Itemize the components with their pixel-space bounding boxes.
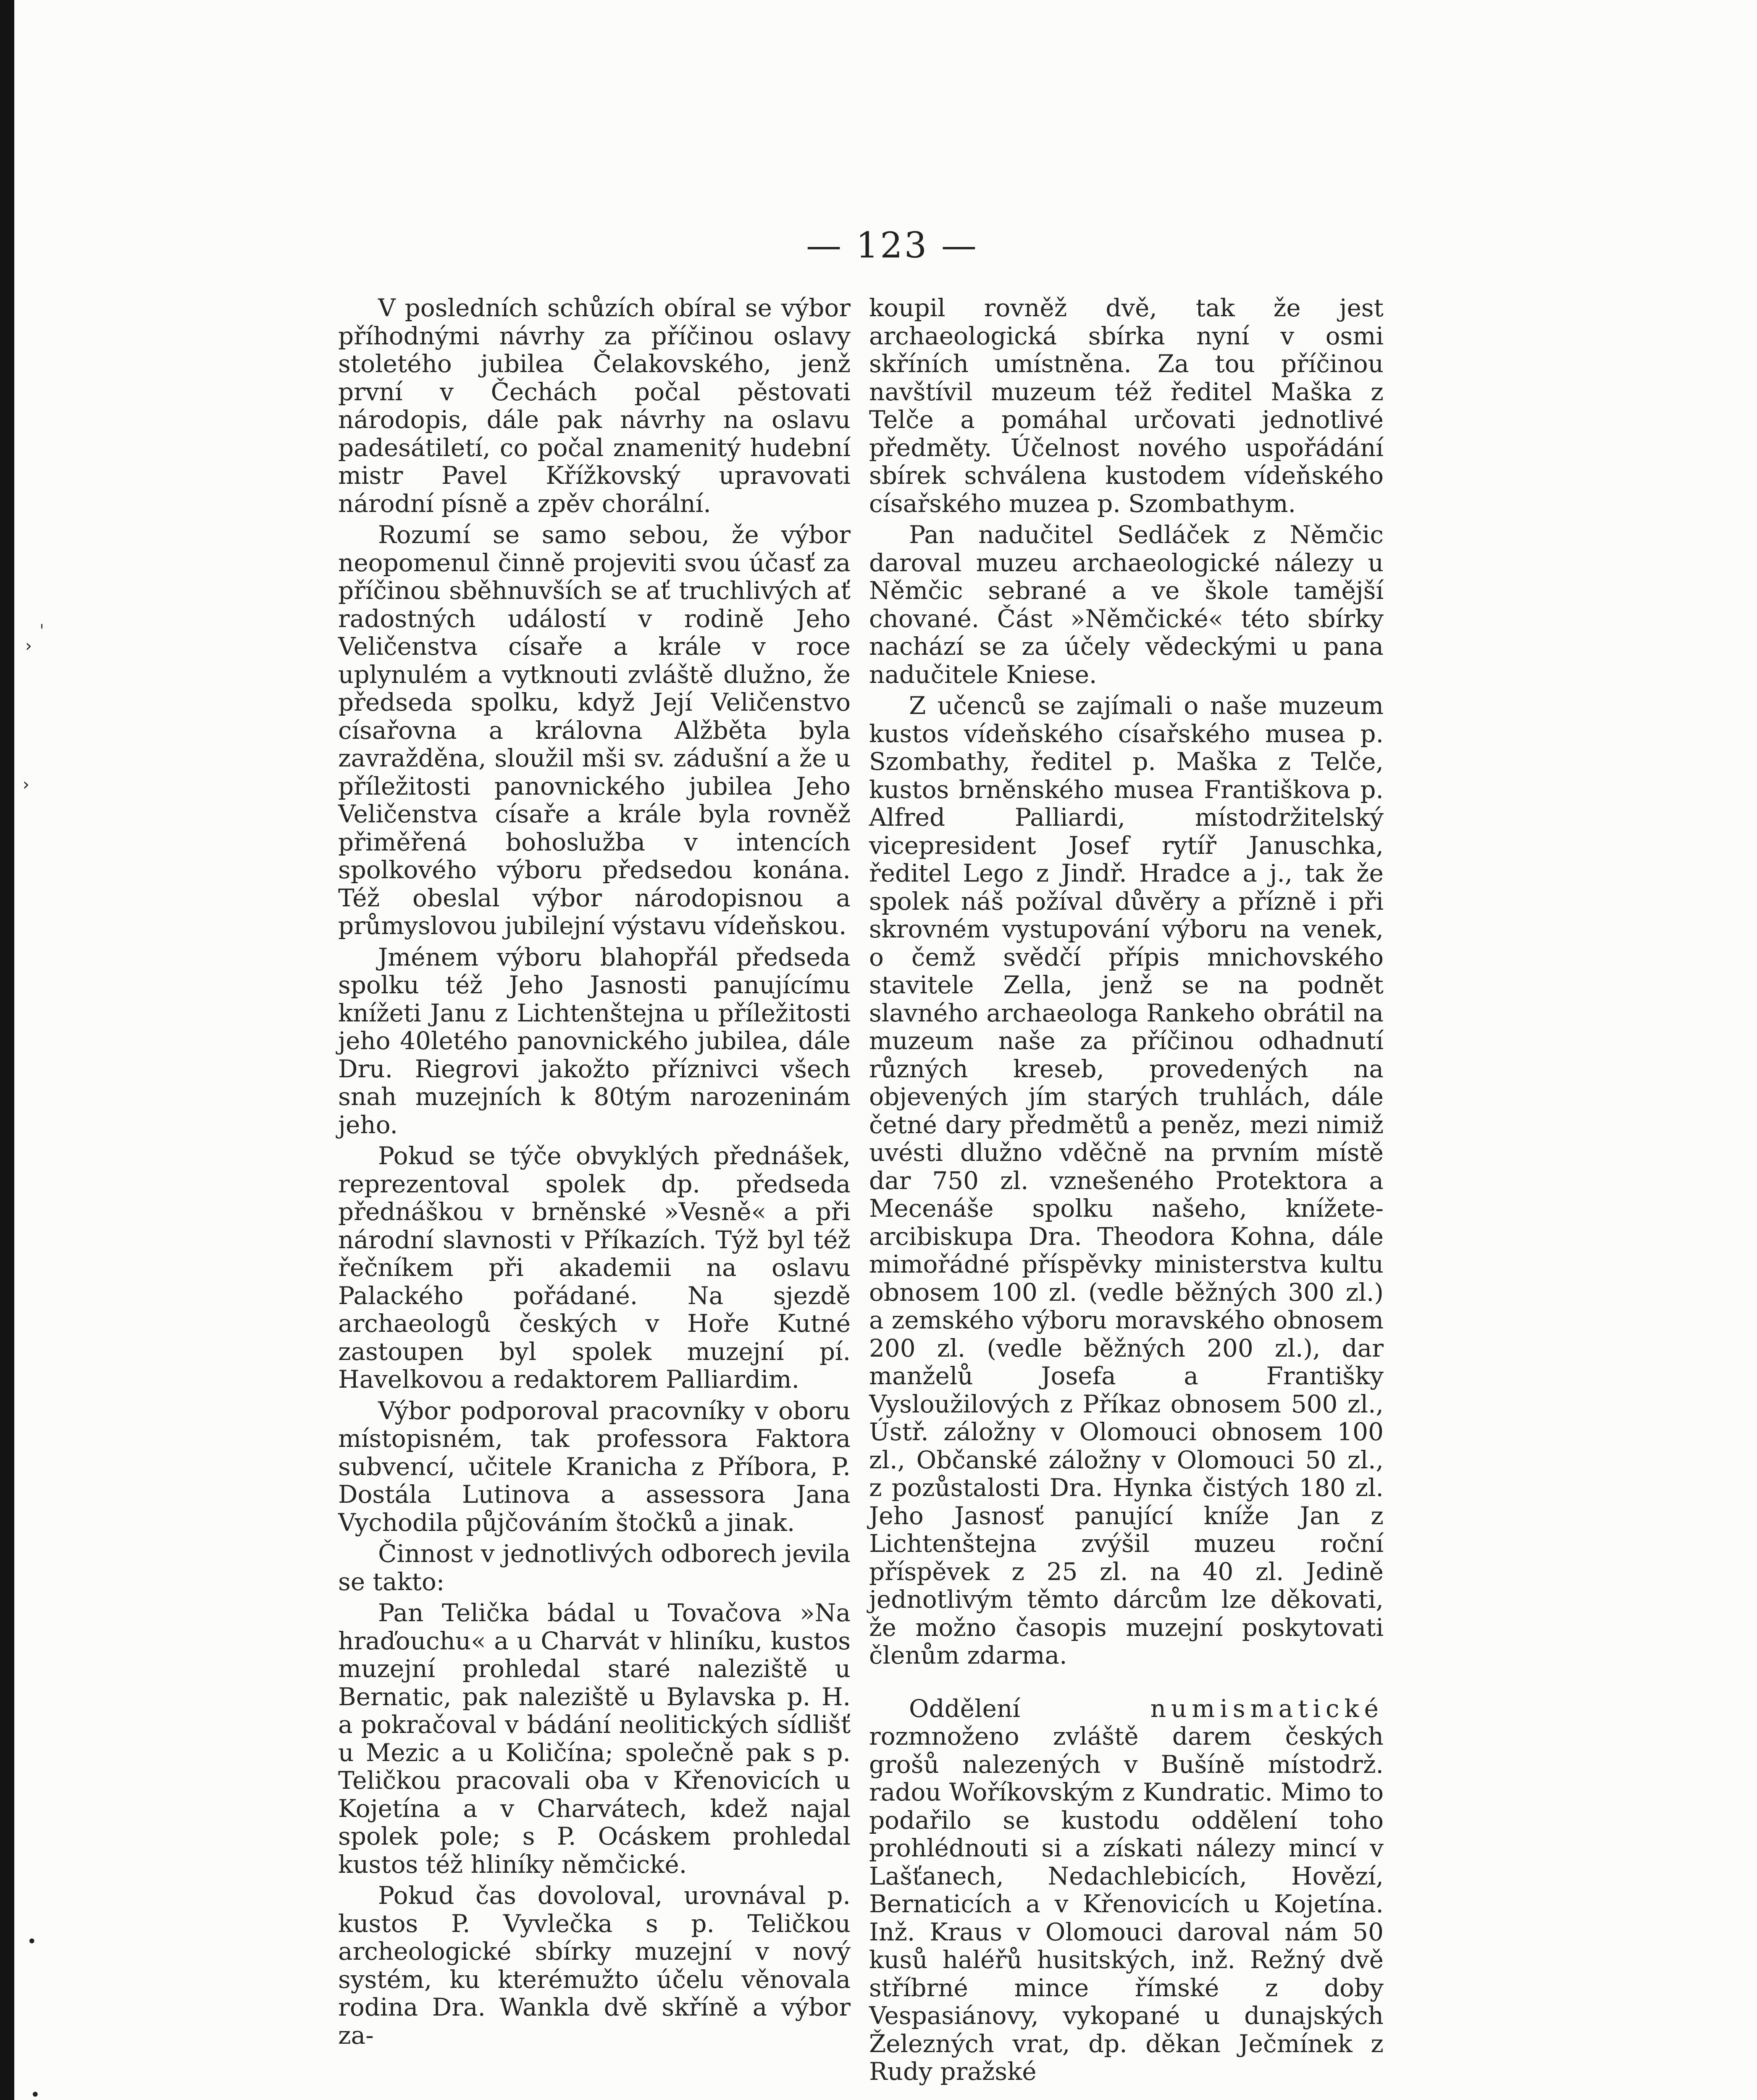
- paragraph-collections: Pokud čas dovoloval, urovnával p. kustos P. Vyvlečka s p. Teličkou archeologické sbírky muzejní v nový systém, ku kterémužto účelu věnovala rodina Dra. Wankla dvě skříně a výbor za-: [338, 1881, 851, 2050]
- paragraph-activity-intro: Činnost v jednotlivých odborech jevila se takto:: [338, 1539, 851, 1596]
- paragraph-sedlacek-gift: Pan nadučitel Sedláček z Němčic daroval muzeu archaeologické nálezy u Němčic sebrané a ve škole tamější chované. Část »Němčické« této sbírky nachází se za účely vědeckými u pana nadučitele Kniese.: [869, 520, 1384, 689]
- numismatic-text: rozmnoženo zvláště darem českých grošů nalezených v Bušíně místodrž. radou Woříkovským z Kundratic. Mimo to podařilo se kustodu oddělení toho prohlédnouti si a získati nálezy mincí v Lašťanech, Nedachlebicích, Hovězí, Bernaticích a v Křenovicích u Kojetína. Inž. Kraus v Olomouci daroval nám 50 kusů haléřů husitských, inž. Režný dvě stříbrné mince římské z doby Vespasiánovy, vykopané u dunajských Železných vrat, dp. děkan Ječmínek z Rudy pražské: [869, 1722, 1384, 2086]
- paragraph-lectures: Pokud se týče obvyklých přednášek, reprezentoval spolek dp. předseda přednáškou v brněnské »Vesně« a při národní slavnosti v Příkazích. Týž byl též řečníkem při akademii na oslavu Palackého pořádané. Na sjezdě archaeologů českých v Hoře Kutné zastoupen byl spolek muzejní pí. Havelkovou a redaktorem Palliardim.: [338, 1142, 851, 1394]
- paragraph-support: Výbor podporoval pracovníky v oboru místopisném, tak professora Faktora subvencí, učitele Kranicha z Příbora, P. Dostála Lutinova a assessora Jana Vychodila půjčováním štočků a jinak.: [338, 1396, 851, 1537]
- right-column: [869, 294, 1384, 2086]
- paragraph-excavations: Pan Telička bádal u Tovačova »Na hraďouchu« a u Charvát v hliníku, kustos muzejní prohledal staré naleziště u Bernatic, pak naleziště u Bylavska p. H. a pokračoval v bádání neolitických sídlišť u Mezic a u Količína; společně pak s p. Teličkou pracovali oba v Křenovicích u Kojetína a v Charvátech, kdež najal spolek pole; s P. Ocáskem prohledal kustos též hliníky němčické.: [338, 1599, 851, 1879]
- paragraph-congratulations: Jménem výboru blahopřál předseda spolku též Jeho Jasnosti panujícímu knížeti Janu z Lichtenštejna u příležitosti jeho 40letého panovnického jubilea, dále Dru. Riegrovi jakožto příznivci všech snah muzejních k 80tým narozeninám jeho.: [338, 942, 851, 1139]
- margin-mark-tick: ˈ: [39, 622, 44, 641]
- left-column: [338, 294, 851, 2049]
- margin-mark-dot: •: [30, 2085, 40, 2100]
- page-number: — 123 —: [806, 225, 978, 266]
- paragraph-celakovsky: V posledních schůzích obíral se výbor příhodnými návrhy za příčinou oslavy stoletého jubilea Čelakovského, jenž první v Čechách počal pěstovati národopis, dále pak návrhy na oslavu padesátiletí, co počal znamenitý hudební mistr Pavel Křížkovský upravovati národní písně a zpěv chorální.: [338, 294, 851, 518]
- numismatic-lead: Oddělení: [909, 1694, 1020, 1723]
- margin-mark-arrow: ›: [23, 775, 29, 794]
- paragraph-imperial-family: Rozumí se samo sebou, že výbor neopomenul činně projeviti svou účasť za příčinou sběhnuvších se ať truchlivých ať radostných událostí v rodině Jeho Veličenstva císaře a krále v roce uplynulém a vytknouti zvláště dlužno, že předseda spolku, když Její Veličenstvo císařovna a královna Alžběta byla zavražděna, sloužil mši sv. zádušní a že u příležitosti panovnického jubilea Jeho Veličenstva císaře a krále byla rovněž přiměřená bohoslužba v intencích spolkového výboru předsedou konána. Též obeslal výbor národopisnou a průmyslovou jubilejní výstavu vídeňskou.: [338, 520, 851, 940]
- numismatic-heading: numismatické: [1150, 1694, 1384, 1723]
- document-page: [14, 0, 1757, 2100]
- margin-mark-dot: •: [27, 1932, 37, 1951]
- paragraph-numismatic: [869, 1695, 1384, 2086]
- paragraph-scholars-donors: Z učenců se zajímali o naše muzeum kustos vídeňského císařského musea p. Szombathy, ředitel p. Maška z Telče, kustos brněnského musea Františkova p. Alfred Palliardi, místodržitelský vicepresident Josef rytíř Januschka, ředitel Lego z Jindř. Hradce a j., tak že spolek náš požíval důvěry a přízně i při skrovném vystupování výboru na venek, o čemž svědčí přípis mnichovského stavitele Zella, jenž se na podnět slavného archaeologa Rankeho obrátil na muzeum naše za příčinou odhadnutí různých kreseb, provedených na objevených jím starých truhlách, dále četné dary předmětů a peněz, mezi nimiž uvésti dlužno vděčně na prvním místě dar 750 zl. vznešeného Protektora a Mecenáše spolku našeho, knížete-arcibiskupa Dra. Theodora Kohna, dále mimořádné příspěvky ministerstva kultu obnosem 100 zl. (vedle běžných 300 zl.) a zemského výboru moravského obnosem 200 zl. (vedle běžných 200 zl.), dar manželů Josefa a Františky Vysloužilových z Příkaz obnosem 500 zl., Ústř. záložny v Olomouci obnosem 100 zl., Občanské záložny v Olomouci 50 zl., z pozůstalosti Dra. Hynka čistých 180 zl. Jeho Jasnosť panující kníže Jan z Lichtenštejna zvýšil muzeu roční příspěvek z 25 zl. na 40 zl. Jedině jednotlivým těmto dárcům lze děkovati, že možno časopis muzejní poskytovati členům zdarma.: [869, 691, 1384, 1670]
- margin-mark-arrow: ›: [25, 636, 32, 656]
- paragraph-archaeology-cabinets: koupil rovněž dvě, tak že jest archaeologická sbírka nyní v osmi skříních umístněna. Za tou příčinou navštívil muzeum též ředitel Maška z Telče a pomáhal určovati jednotlivé předměty. Účelnost nového uspořádání sbírek schválena kustodem vídeňského císařského muzea p. Szombathym.: [869, 294, 1384, 518]
